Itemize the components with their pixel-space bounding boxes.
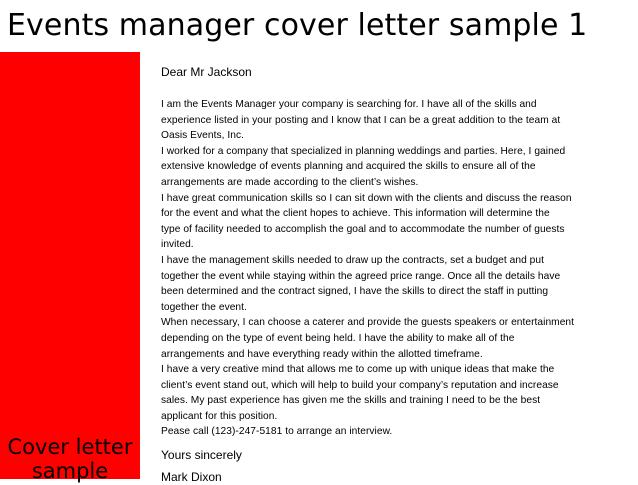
letter-line: I am the Events Manager your company is searching for. I have all of the skills and (161, 99, 537, 110)
letter-line: arrangements are made according to the client’s wishes. (161, 176, 419, 188)
letter-line: I have a very creative mind that allows me to come up with unique ideas that make the (161, 364, 555, 376)
letter-line: sales. My past experience has given me the skills and training I need to be the best (161, 395, 541, 407)
letter-line: Pease call (123)-247-5181 to arrange an interview. (161, 426, 393, 438)
letter-line: together the event while staying within the agreed price range. Once all the details have (161, 270, 561, 282)
letter-line: Oasis Events, Inc. (161, 130, 244, 142)
side-label-line-1: Cover letter (7, 435, 133, 459)
letter-paragraphs (161, 97, 611, 440)
letter-line: been determined and the contract signed, I have the skills to direct the staff in putting (161, 286, 549, 298)
letter-line: experience listed in your posting and I know that I can be a great addition to the team at (161, 114, 561, 126)
letter-line: for the event and what the client hopes to achieve. This information will determine the (161, 208, 550, 220)
letter-body (161, 62, 611, 485)
letter-line: extensive knowledge of events planning and acquired the skills to ensure all of the (161, 161, 536, 173)
slide-title: Events manager cover letter sample 1 (7, 8, 588, 43)
letter-line: client’s event stand out, which will help to build your company’s reputation and increase (161, 379, 559, 391)
salutation: Dear Mr Jackson (161, 65, 252, 79)
letter-line: depending on the type of event being held. I have the ability to make all of the (161, 332, 515, 344)
letter-line: applicant for this position. (161, 410, 278, 422)
side-panel (0, 52, 140, 483)
letter-line: together the event. (161, 301, 247, 313)
letter-line: I worked for a company that specialized in planning weddings and parties. Here, I gained (161, 145, 566, 157)
signature-name: Mark Dixon (161, 470, 222, 485)
letter-line: arrangements and have everything ready within the allotted timeframe. (161, 348, 483, 360)
side-label-line-2: sample (31, 459, 109, 483)
side-panel-label (0, 435, 140, 483)
letter-line: I have the management skills needed to draw up the contracts, set a budget and put (161, 254, 544, 266)
closing: Yours sincerely (161, 448, 242, 463)
letter-line: When necessary, I can choose a caterer and provide the guests speakers or entertainment (161, 317, 575, 329)
letter-line: invited. (161, 239, 194, 251)
letter-line: type of facility needed to accomplish the goal and to accommodate the number of guests (161, 223, 565, 235)
letter-line: I have great communication skills so I can sit down with the clients and discuss the reason (161, 192, 572, 204)
